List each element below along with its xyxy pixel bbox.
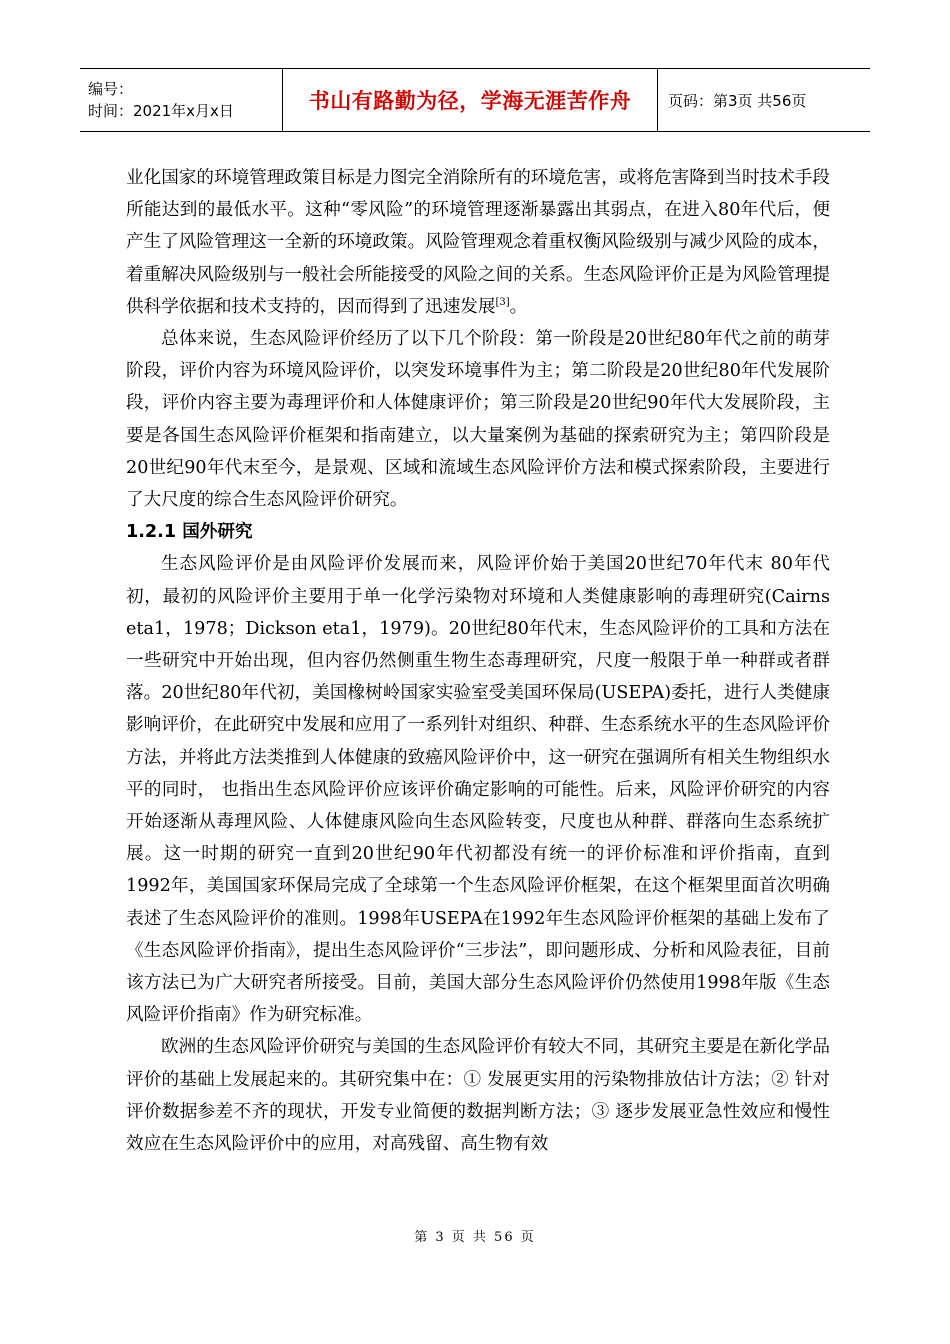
- header-page-label: 页码：第3页 共56页: [668, 91, 807, 110]
- page-footer: 第 3 页 共 56 页: [414, 1230, 536, 1245]
- document-body: [126, 162, 830, 1160]
- header-motto: 书山有路勤为径，学海无涯苦作舟: [283, 69, 658, 131]
- paragraph-1-text: 业化国家的环境管理政策目标是力图完全消除所有的环境危害，或将危害降到当时技术手段所能达到的最低水平。这种“零风险”的环境管理逐渐暴露出其弱点，在进入80年代后，便产生了风险管理这一全新的环境政策。风险管理观念着重权衡风险级别与减少风险的成本，着重解决风险级别与一般社会所能接受的风险之间的关系。生态风险评价正是为风险管理提供科学依据和技术支持的，因而得到了迅速发展: [126, 168, 830, 317]
- paragraph-2: 总体来说，生态风险评价经历了以下几个阶段：第一阶段是20世纪80年代之前的萌芽阶段，评价内容为环境风险评价，以突发环境事件为主；第二阶段是20世纪80年代发展阶段，评价内容主要为毒理评价和人体健康评价；第三阶段是20世纪90年代大发展阶段，主要是各国生态风险评价框架和指南建立，以大量案例为基础的探索研究为主；第四阶段是20世纪90年代末至今，是景观、区域和流域生态风险评价方法和模式探索阶段，主要进行了大尺度的综合生态风险评价研究。: [126, 329, 830, 511]
- header-meta-cell: [80, 69, 283, 131]
- citation-ref: [3]: [495, 296, 510, 308]
- paragraph-3: 生态风险评价是由风险评价发展而来，风险评价始于美国20世纪70年代末 80年代初，最初的风险评价主要用于单一化学污染物对环境和人类健康影响的毒理研究(Cairns eta1，1978；Dickson eta1，1979)。20世纪80年代末，生态风险评价的工具和方法在一些研究中开始出现，但内容仍然侧重生物生态毒理研究，尺度一般限于单一种群或者群落。20世纪80年代初，美国橡树岭国家实验室受美国环保局(USEPA)委托，进行人类健康影响评价，在此研究中发展和应用了一系列针对组织、种群、生态系统水平的生态风险评价方法，并将此方法类推到人体健康的致癌风险评价中，这一研究在强调所有相关生物组织水平的同时， 也指出生态风险评价应该评价确定影响的可能性。后来，风险评价研究的内容开始逐渐从毒理风险、人体健康风险向生态风险转变，尺度也从种群、群落向生态系统扩展。这一时期的研究一直到20世纪90年代初都没有统一的评价标准和评价指南，直到1992年，美国国家环保局完成了全球第一个生态风险评价框架，在这个框架里面首次明确表述了生态风险评价的准则。1998年USEPA在1992年生态风险评价框架的基础上发布了《生态风险评价指南》，提出生态风险评价“三步法”，即问题形成、分析和风险表征，目前该方法已为广大研究者所接受。目前，美国大部分生态风险评价仍然使用1998年版《生态风险评价指南》作为研究标准。: [126, 554, 830, 1026]
- paragraph-4: 欧洲的生态风险评价研究与美国的生态风险评价有较大不同，其研究主要是在新化学品评价的基础上发展起来的。其研究集中在：① 发展更实用的污染物排放估计方法；② 针对评价数据参差不齐的现状，开发专业简便的数据判断方法；③ 逐步发展亚急性效应和慢性效应在生态风险评价中的应用，对高残留、高生物有效: [126, 1037, 830, 1155]
- header-number-label: 编号：: [88, 80, 134, 98]
- header-time-label: 时间：2021年x月x日: [88, 102, 234, 120]
- paragraph-1: [126, 162, 830, 323]
- page-header: [80, 68, 870, 132]
- paragraph-1-end: 。: [509, 296, 528, 317]
- section-heading: 1.2.1 国外研究: [126, 522, 253, 543]
